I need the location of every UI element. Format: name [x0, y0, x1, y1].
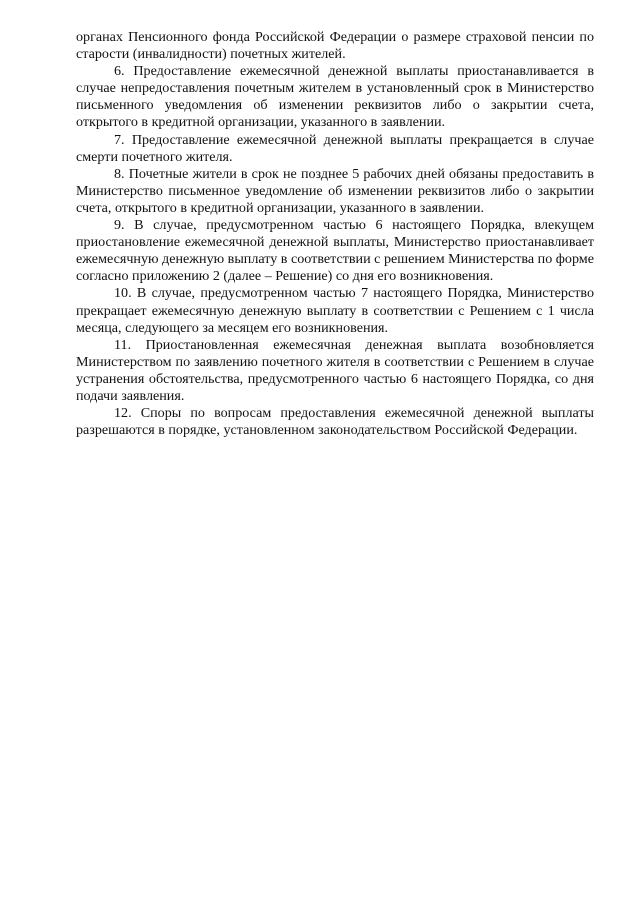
paragraph-clause-7: 7. Предоставление ежемесячной денежной выплаты прекращается в случае смерти почетного жителя. [76, 131, 594, 165]
paragraph-clause-8: 8. Почетные жители в срок не позднее 5 рабочих дней обязаны предоставить в Министерство письменное уведомление об изменении реквизитов либо о закрытии счета, открытого в кредитной организации, указанного в заявлении. [76, 165, 594, 216]
paragraph-clause-9: 9. В случае, предусмотренном частью 6 настоящего Порядка, влекущем приостановление ежемесячной денежной выплаты, Министерство приостанавливает ежемесячную денежную выплату в соответствии с решением Министерства по форме согласно приложению 2 (далее – Решение) со дня его возникновения. [76, 217, 594, 285]
paragraph-clause-6: 6. Предоставление ежемесячной денежной выплаты приостанавливается в случае непредоставления почетным жителем в установленный срок в Министерство письменного уведомления об изменении реквизитов либо о закрытии счета, открытого в кредитной организации, указанного в заявлении. [76, 63, 594, 131]
paragraph-clause-12: 12. Споры по вопросам предоставления ежемесячной денежной выплаты разрешаются в порядке, установленном законодательством Российской Федерации. [76, 405, 594, 439]
paragraph-continuation: органах Пенсионного фонда Российской Федерации о размере страховой пенсии по старости (инвалидности) почетных жителей. [76, 29, 594, 63]
document-body [76, 29, 594, 439]
paragraph-clause-10: 10. В случае, предусмотренном частью 7 настоящего Порядка, Министерство прекращает ежемесячную денежную выплату в соответствии с Решением с 1 числа месяца, следующего за месяцем его возникновения. [76, 285, 594, 336]
paragraph-clause-11: 11. Приостановленная ежемесячная денежная выплата возобновляется Министерством по заявлению почетного жителя в соответствии с Решением в случае устранения обстоятельства, предусмотренного частью 6 настоящего Порядка, со дня подачи заявления. [76, 336, 594, 404]
